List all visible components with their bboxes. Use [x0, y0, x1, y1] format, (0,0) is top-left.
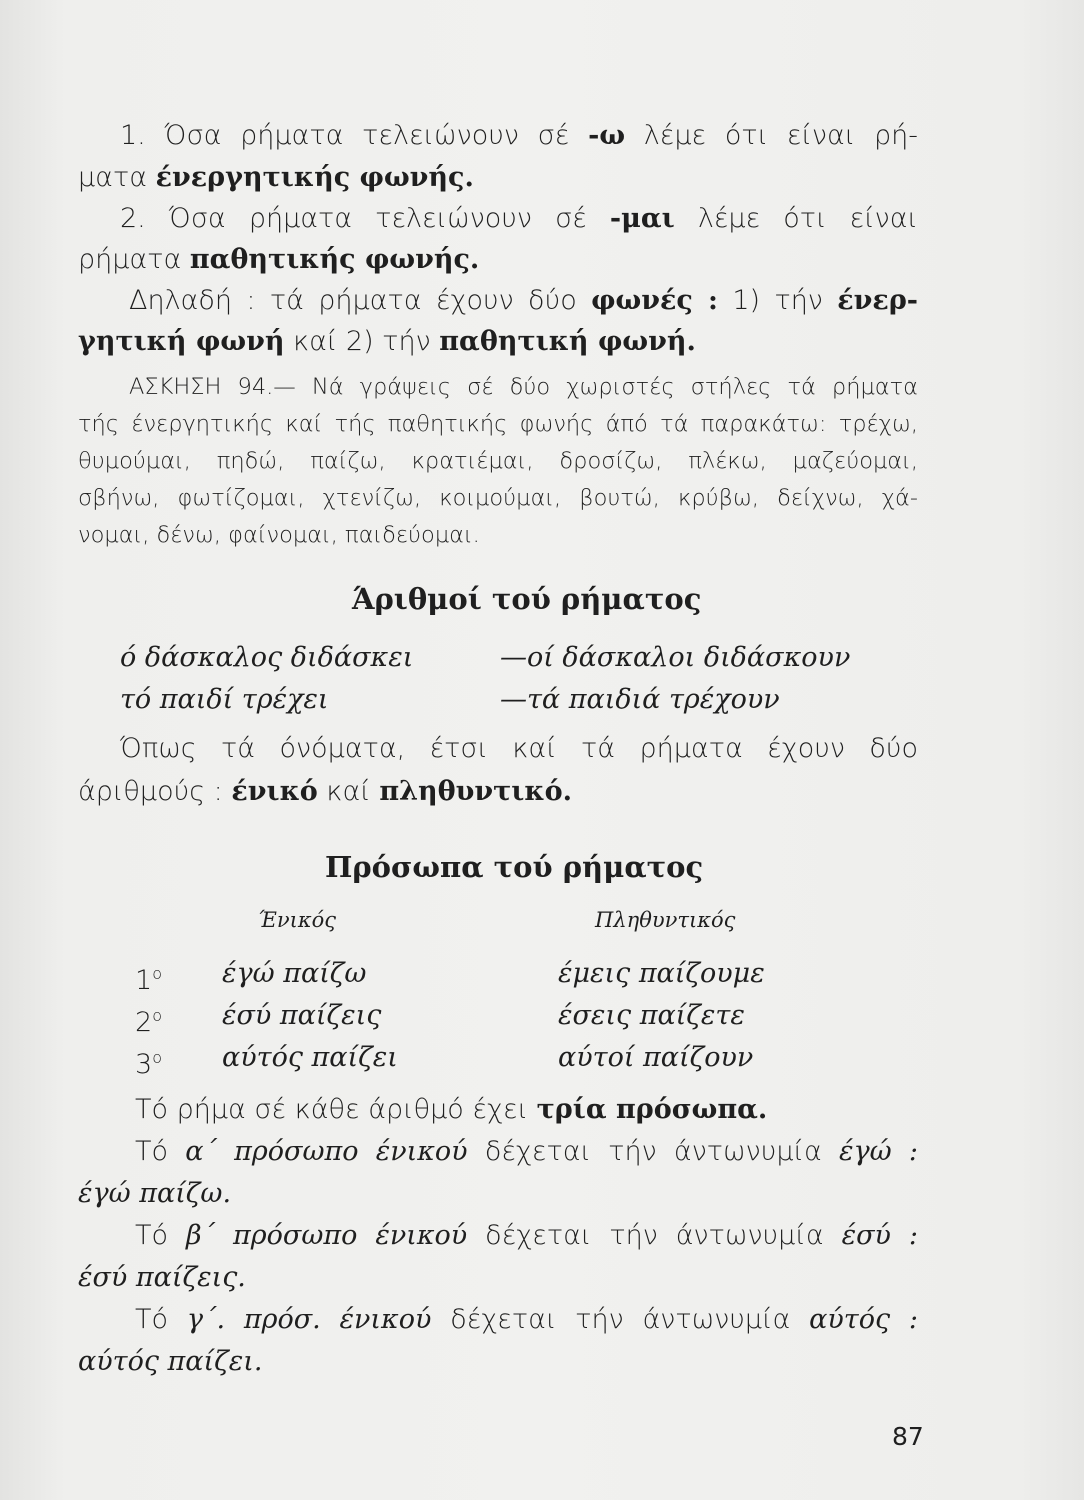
person-number: $2^o$: [135, 1006, 162, 1038]
numbers-text-1: Όπως τά όνόματα, έτσι καί τά ρήματα έχουν δύο: [120, 733, 918, 764]
third-person-example: αύτός παίζει.: [78, 1346, 263, 1377]
voice-line-1: 1. Όσα ρήματα τελειώνουν σέ -ω λέμε ότι είναι ρή-: [120, 120, 918, 151]
person-plural-form: έσεις παίζετε: [558, 1000, 745, 1031]
page-number: 87: [892, 1422, 924, 1451]
voice-line-2: ματα ένεργητικής φωνής.: [78, 162, 474, 193]
persons-rule: Τό ρήμα σέ κάθε άριθμό έχει τρία πρόσωπα.: [135, 1094, 768, 1125]
person-number: $3^o$: [135, 1048, 162, 1080]
voice-line-3: 2. Όσα ρήματα τελειώνουν σέ -μαι λέμε ότι είναι: [120, 203, 919, 234]
first-person-line: Τό α΄ πρόσωπο ένικού δέχεται τήν άντωνυμία έγώ :: [135, 1136, 918, 1167]
second-person-line: Τό β΄ πρόσωπο ένικού δέχεται τήν άντωνυμία έσύ :: [135, 1220, 918, 1251]
column-header-singular: Ένικός: [258, 908, 337, 932]
exercise-line-1: ΑΣΚΗΣΗ 94.— Νά γράψεις σέ δύο χωριστές στήλες τά ρήματα: [129, 374, 918, 400]
voice-line-6: γητική φωνή καί 2) τήν παθητική φωνή.: [78, 326, 696, 357]
numbers-text-2: άριθμούς : ένικό καί πληθυντικό.: [78, 776, 572, 807]
numbers-heading: Άριθμοί τού ρήματος: [352, 582, 702, 616]
third-person-line: Τό γ΄. πρόσ. ένικού δέχεται τήν άντωνυμία αύτός :: [135, 1304, 919, 1335]
voice-line-5: Δηλαδή : τά ρήματα έχουν δύο φωνές : 1) τήν ένερ-: [129, 285, 918, 316]
example-singular-1: ό δάσκαλος διδάσκει: [120, 642, 414, 673]
person-plural-form: αύτοί παίζουν: [558, 1042, 754, 1073]
person-singular-form: έσύ παίζεις: [222, 1000, 382, 1031]
voice-line-4: ρήματα παθητικής φωνής.: [78, 244, 480, 275]
person-plural-form: έμεις παίζουμε: [558, 958, 765, 989]
persons-heading: Πρόσωπα τού ρήματος: [325, 850, 704, 884]
example-singular-2: τό παιδί τρέχει: [120, 684, 329, 715]
example-plural-1: —οί δάσκαλοι διδάσκουν: [500, 642, 851, 673]
exercise-line-4: σβήνω, φωτίζομαι, χτενίζω, κοιμούμαι, βουτώ, κρύβω, δείχνω, χά-: [78, 485, 918, 511]
first-person-example: έγώ παίζω.: [78, 1178, 232, 1209]
exercise-line-5: νομαι, δένω, φαίνομαι, παιδεύομαι.: [78, 522, 480, 548]
exercise-line-3: θυμούμαι, πηδώ, παίζω, κρατιέμαι, δροσίζω, πλέκω, μαζεύομαι,: [78, 448, 918, 474]
person-singular-form: αύτός παίζει: [222, 1042, 398, 1073]
column-header-plural: Πληθυντικός: [595, 908, 736, 932]
example-plural-2: —τά παιδιά τρέχουν: [500, 684, 780, 715]
second-person-example: έσύ παίζεις.: [78, 1262, 246, 1293]
person-number: $1^o$: [135, 964, 162, 996]
exercise-line-2: τής ένεργητικής καί τής παθητικής φωνής άπό τά παρακάτω: τρέχω,: [78, 411, 918, 437]
person-singular-form: έγώ παίζω: [222, 958, 367, 989]
